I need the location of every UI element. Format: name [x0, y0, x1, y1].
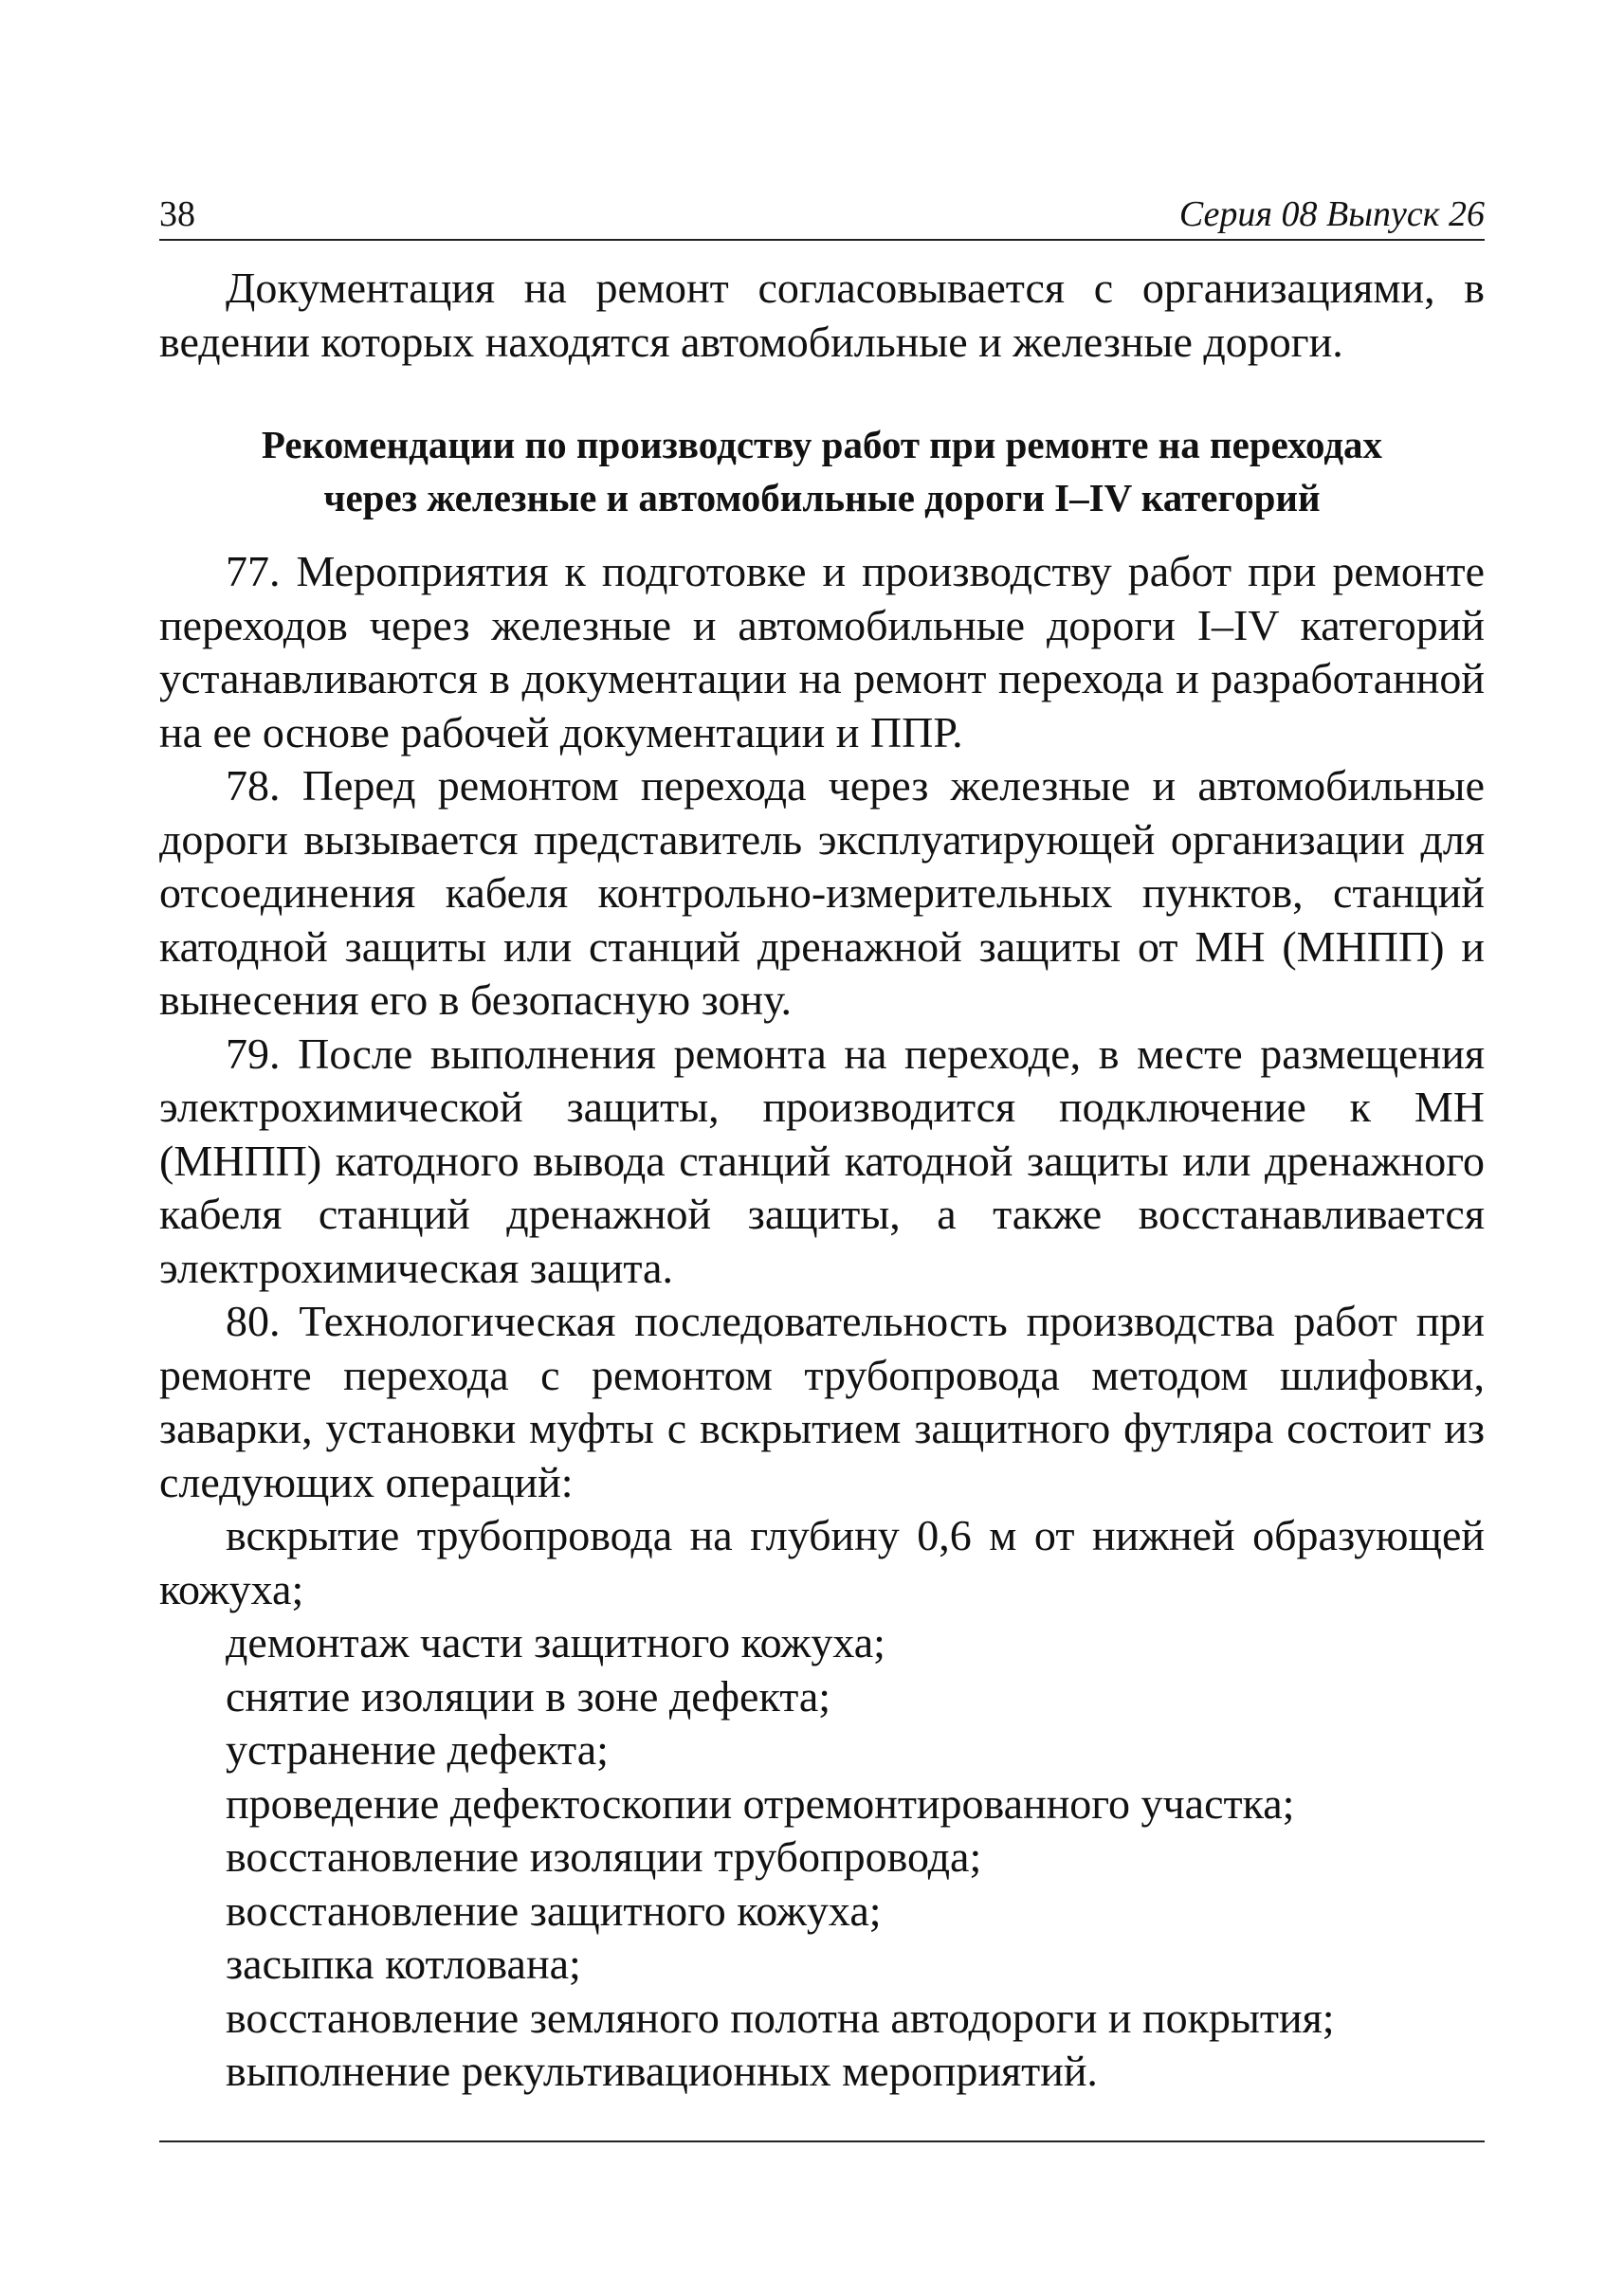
section-heading-line-2: через железные и автомобильные дороги I–IV категорий: [323, 476, 1321, 519]
operations-list: [159, 1509, 1485, 2099]
list-item: проведение дефектоскопии отремонтированного участка;: [226, 1778, 1295, 1828]
paragraph-77: 77. Мероприятия к подготовке и производству работ при ремонте переходов через железные и автомобильные дороги I–IV категорий устанавливаются в документации на ремонт перехода и разработанной на ее основе рабочей документации и ППР.: [159, 547, 1485, 756]
intro-paragraph: Документация на ремонт согласовывается с организациями, в ведении которых находятся автомобильные и железные дороги.: [159, 264, 1485, 366]
paragraph-80: 80. Технологическая последовательность производства работ при ремонте перехода с ремонтом трубопровода методом шлифовки, заварки, установки муфты с вскрытием защитного футляра состоит из следующих операций:: [159, 1297, 1485, 1506]
list-item: восстановление земляного полотна автодороги и покрытия;: [226, 1993, 1335, 2042]
page-body: [159, 262, 1485, 2099]
footer-divider: [159, 2140, 1485, 2142]
page-number: 38: [159, 194, 195, 234]
list-item: восстановление защитного кожуха;: [226, 1885, 882, 1935]
section-heading: [178, 418, 1466, 524]
list-item: демонтаж части защитного кожуха;: [226, 1618, 885, 1667]
document-page: [159, 190, 1485, 2099]
running-title: Серия 08 Выпуск 26: [1178, 194, 1485, 234]
list-item: вскрытие трубопровода на глубину 0,6 м от нижней образующей кожуха;: [159, 1511, 1485, 1613]
list-item: засыпка котлована;: [226, 1940, 581, 1988]
list-item: восстановление изоляции трубопровода;: [226, 1832, 982, 1881]
paragraph-79: 79. После выполнения ремонта на переходе, в месте размещения электрохимической защиты, производится подключение к МН (МНПП) катодного вывода станций катодной защиты или дренажного кабеля станций дренажной защиты, а также восстанавливается электрохимическая защита.: [159, 1029, 1485, 1292]
paragraph-78: 78. Перед ремонтом перехода через железные и автомобильные дороги вызывается представитель эксплуатирующей организации для отсоединения кабеля контрольно-измерительных пунктов, станций катодной защиты или станций дренажной защиты от МН (МНПП) и вынесения его в безопасную зону.: [159, 761, 1485, 1024]
list-item: выполнение рекультивационных мероприятий.: [226, 2047, 1098, 2095]
section-heading-line-1: Рекомендации по производству работ при ремонте на переходах: [261, 423, 1383, 466]
list-item: снятие изоляции в зоне дефекта;: [226, 1671, 831, 1721]
list-item: устранение дефекта;: [226, 1725, 609, 1774]
page-header: [159, 190, 1485, 241]
